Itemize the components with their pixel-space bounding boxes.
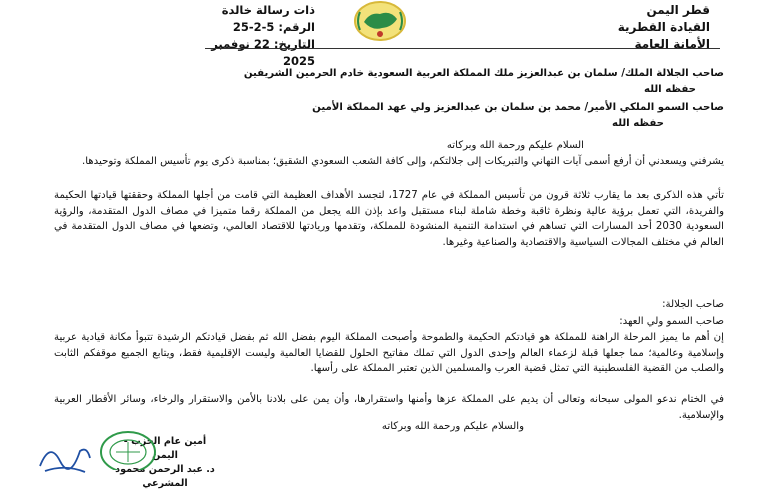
paragraph-3: إن أهم ما يميز المرحلة الراهنة للمملكة هو قيادتكم الحكيمة والطموحة وأصبحت المملكة اليوم بفضل الله ثم بفضل قيادتكم الرشيدة تتبوأ مكانة قيادية عربية وإسلامية وعالمية؛ مما جعلها قبلة لزعماء العالم وإحدى الدول التي تملك مفاتيح الحلول للقضايا العالمية وليست الإقليمية فقط، ويتابع الجميع موقفكم الثابت والصلب من القضية الفلسطينية التي تمثل قضية العرب والمسلمين الذين تعتبر المملكة على رأسها. [54,332,724,374]
addressee-king-name: صاحب الجلالة الملك/ سلمان بن عبدالعزيز ملك المملكة العربية السعودية خادم الحرمين الشريفين [243,68,724,79]
party-emblem [352,0,408,42]
paragraph-4: في الختام ندعو المولى سبحانه وتعالى أن يديم على المملكة عزها وأمنها واستقرارها، وأن يمن على بلادنا بالأمن والاستقرار والرخاء، وسائر الأقطار العربية والإسلامية. [54,394,724,421]
header-divider [205,48,720,49]
paragraph-1: يشرفني ويسعدني أن أرفع أسمى آيات التهاني والتبريكات إلى جلالتكم، وإلى كافة الشعب السعودي الشقيق؛ بمناسبة ذكرى يوم تأسيس المملكة وتوحيدها. [81,156,724,167]
addressee-prince-name: صاحب السمو الملكي الأمير/ محمد بن سلمان بن عبدالعزيز ولي عهد المملكة الأمين [312,102,724,113]
header-ref [205,2,315,70]
signature-title: أمين عام الحزب - اليمن [123,436,207,461]
addressee-king [54,66,724,97]
closing: والسلام عليكم ورحمة الله وبركاته [381,421,524,432]
salutation-prince: صاحب السمو ولي العهد: [619,316,724,327]
salutation-king: صاحب الجلالة: [662,299,724,310]
addressee-prince-blessing: حفظه الله [612,117,664,129]
header-secretariat: الأمانة العامة [634,37,710,51]
header-org [560,2,710,53]
paragraph-2: تأتي هذه الذكرى بعد ما يقارب ثلاثة قرون من تأسيس المملكة في عام 1727، لتجسد الأهداف العظيمة التي قامت من أجلها المملكة وحققتها قيادتها الحكيمة والفريدة، التي تعمل برؤية عالية ونظرة ثاقبة وخطة شاملة لبناء مستقبل واعد بإذن الله يجعل من المملكة رقما متميزا في مصاف الدول المتقدمة، والرؤية السعودية 2030 أحد المسارات التي تساهم في استدامة التنمية المنشودة للمملكة، وتقدمها وريادتها للاقتصاد العالمي، وتضعها في مصاف الدول المتقدمة في العالم في مختلف المجالات السياسية والاقتصادية والصناعية وغيرها. [54,190,724,248]
header-country: قطر اليمن [646,3,710,17]
greeting: السلام عليكم ورحمة الله وبركاته [446,140,584,151]
header-motto: ذات رسالة خالدة [221,3,315,17]
header-date: التاريخ: 22 نوفمبر 2025 [211,37,315,68]
signature-name: د. عبد الرحمن محمود المشرعي [115,464,215,489]
signature-scribble [35,436,95,476]
addressee-crown-prince [54,100,724,131]
header-number: الرقم: 5-2-25 [232,20,315,34]
header-command: القيادة القطرية [617,20,710,34]
addressee-king-blessing: حفظه الله [644,83,696,95]
party-seal [98,428,158,470]
